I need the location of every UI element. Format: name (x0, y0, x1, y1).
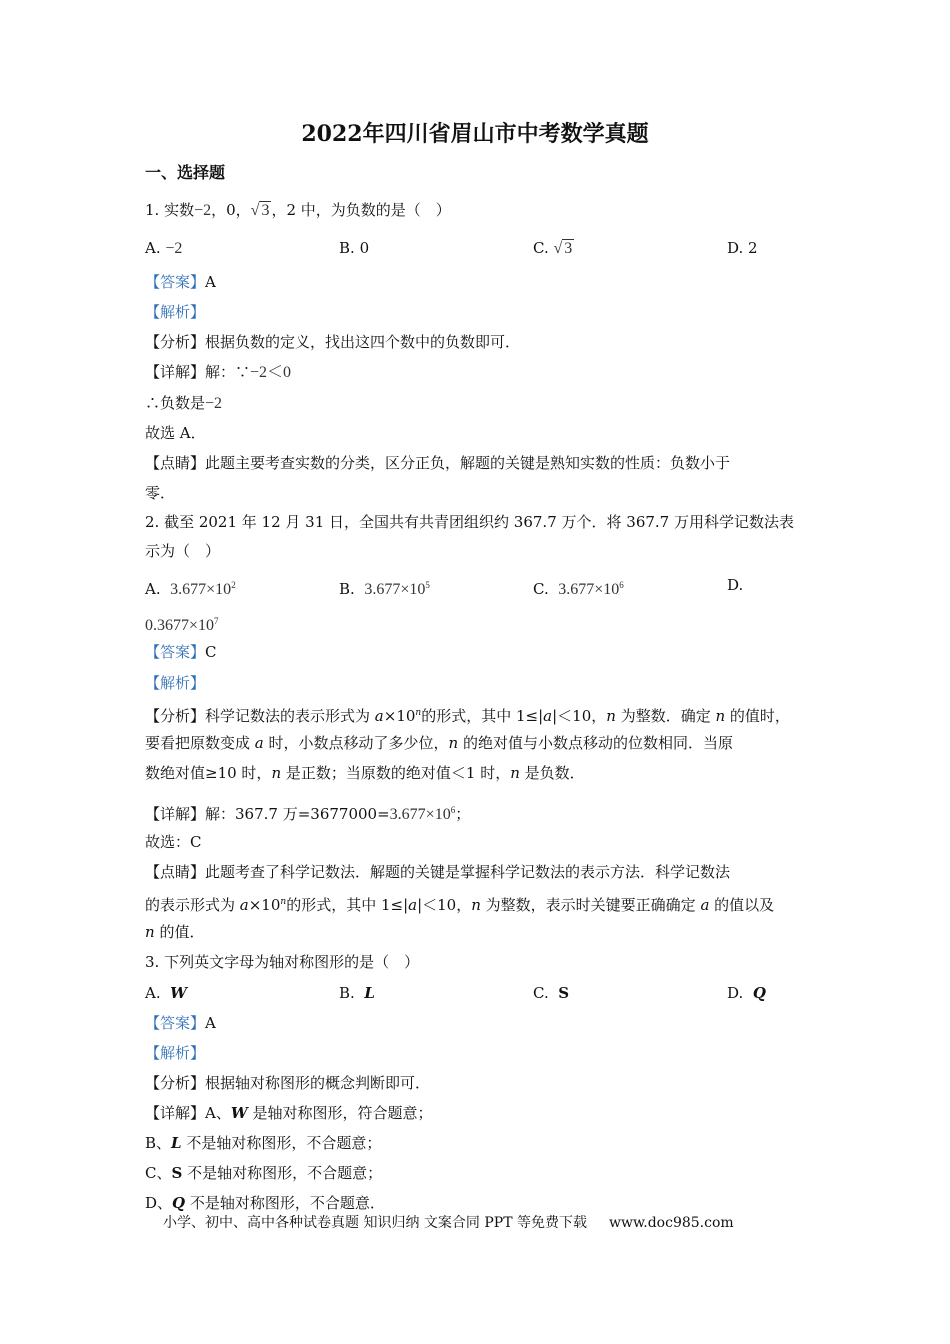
q1-dianjing-cont: 零． (145, 484, 176, 502)
q1-option-b: B. 0 (339, 239, 370, 257)
q1-option-d: D. 2 (727, 239, 758, 257)
q3-option-c: C. S (533, 984, 570, 1002)
q1-answer: 【答案】A (145, 273, 216, 291)
q2-detail: 【详解】解：367.7 万$=3677000=3.677\times 10^6$； (145, 805, 471, 823)
q2-fenxi-line3: 数绝对值≥10 时，n 是正数；当原数的绝对值＜1 时，n 是负数． (145, 764, 585, 782)
q2-dianjing: 【点睛】此题考查了科学记数法．解题的关键是掌握科学记数法的表示方法．科学记数法 (145, 863, 731, 881)
q1-choose: 故选 A． (145, 424, 206, 442)
q2-dianjing-line2: 的表示形式为 $a\times 10^n$的形式，其中 1≤|a|＜10，n 为整数，表示时关键要正确确定 a 的值以及 (145, 896, 775, 914)
q2-choose: 故选：C (145, 833, 202, 851)
q1-stem: 1. 实数−2，0，√ 3 ，2 中，为负数的是（ ） (145, 201, 451, 219)
q3-line-b: B、L 不是轴对称图形，不合题意； (145, 1134, 382, 1152)
q2-option-d-value: $0.3677\times 10^7$ (145, 616, 219, 634)
q3-detail: 【详解】A、W 是轴对称图形，符合题意； (145, 1104, 433, 1122)
footer-url[interactable]: www.doc985.com (608, 1215, 734, 1231)
q2-dianjing-line3: n 的值． (145, 923, 205, 941)
q3-fenxi: 【分析】根据轴对称图形的概念判断即可． (145, 1074, 431, 1092)
q1-analysis-tag: 【解析】 (145, 303, 206, 321)
q3-option-d: D. Q (727, 984, 766, 1002)
q1-detail: 【详解】解：∵−2＜0 (145, 363, 292, 381)
q1-dianjing: 【点睛】此题主要考查实数的分类，区分正负，解题的关键是熟知实数的性质：负数小于 (145, 454, 731, 472)
q1-option-c: C. √ 3 (533, 239, 573, 257)
sqrt-symbol: √ 3 (250, 202, 270, 219)
q2-stem: 2. 截至 2021 年 12 月 31 日，全国共有共青团组织约 367.7 万个．将 367.7 万用科学记数法表 (145, 513, 794, 531)
q2-fenxi: 【分析】科学记数法的表示形式为 $a\times 10^n$的形式，其中 1≤|a|＜10，n 为整数．确定 n 的值时， (145, 707, 790, 725)
section-heading: 一、选择题 (145, 163, 226, 182)
q2-stem-cont: 示为（ ） (145, 542, 221, 560)
page-title: 2022年四川省眉山市中考数学真题 (301, 121, 649, 147)
q3-line-d: D、Q 不是轴对称图形，不合题意． (145, 1194, 385, 1212)
q3-line-c: C、S 不是轴对称图形，不合题意； (145, 1164, 383, 1182)
q3-analysis-tag: 【解析】 (145, 1044, 206, 1062)
q2-answer: 【答案】C (145, 643, 217, 661)
page-footer (163, 1213, 734, 1233)
footer-text: 小学、初中、高中各种试卷真题 知识归纳 文案合同 PPT 等免费下载 (163, 1215, 587, 1231)
q2-option-b: B. $3.677\times 10^5$ (339, 580, 430, 598)
q2-option-a: A. $3.677\times 10^2$ (145, 580, 236, 598)
q2-fenxi-line2: 要看把原数变成 a 时，小数点移动了多少位，n 的绝对值与小数点移动的位数相同．当原 (145, 734, 733, 752)
q2-option-d-label: D. (727, 576, 744, 594)
q3-option-a: A. W (145, 984, 188, 1002)
q3-option-b: B. L (339, 984, 375, 1002)
q2-analysis-tag: 【解析】 (145, 674, 206, 692)
sqrt-symbol: √ 3 (553, 240, 573, 257)
q3-stem: 3. 下列英文字母为轴对称图形的是（ ） (145, 953, 420, 971)
q1-fenxi: 【分析】根据负数的定义，找出这四个数中的负数即可． (145, 333, 521, 351)
q3-answer: 【答案】A (145, 1014, 216, 1032)
q1-therefore: ∴负数是−2 (145, 394, 223, 412)
q2-option-c: C. $3.677\times 10^6$ (533, 580, 624, 598)
q1-option-a: A. −2 (145, 239, 183, 257)
